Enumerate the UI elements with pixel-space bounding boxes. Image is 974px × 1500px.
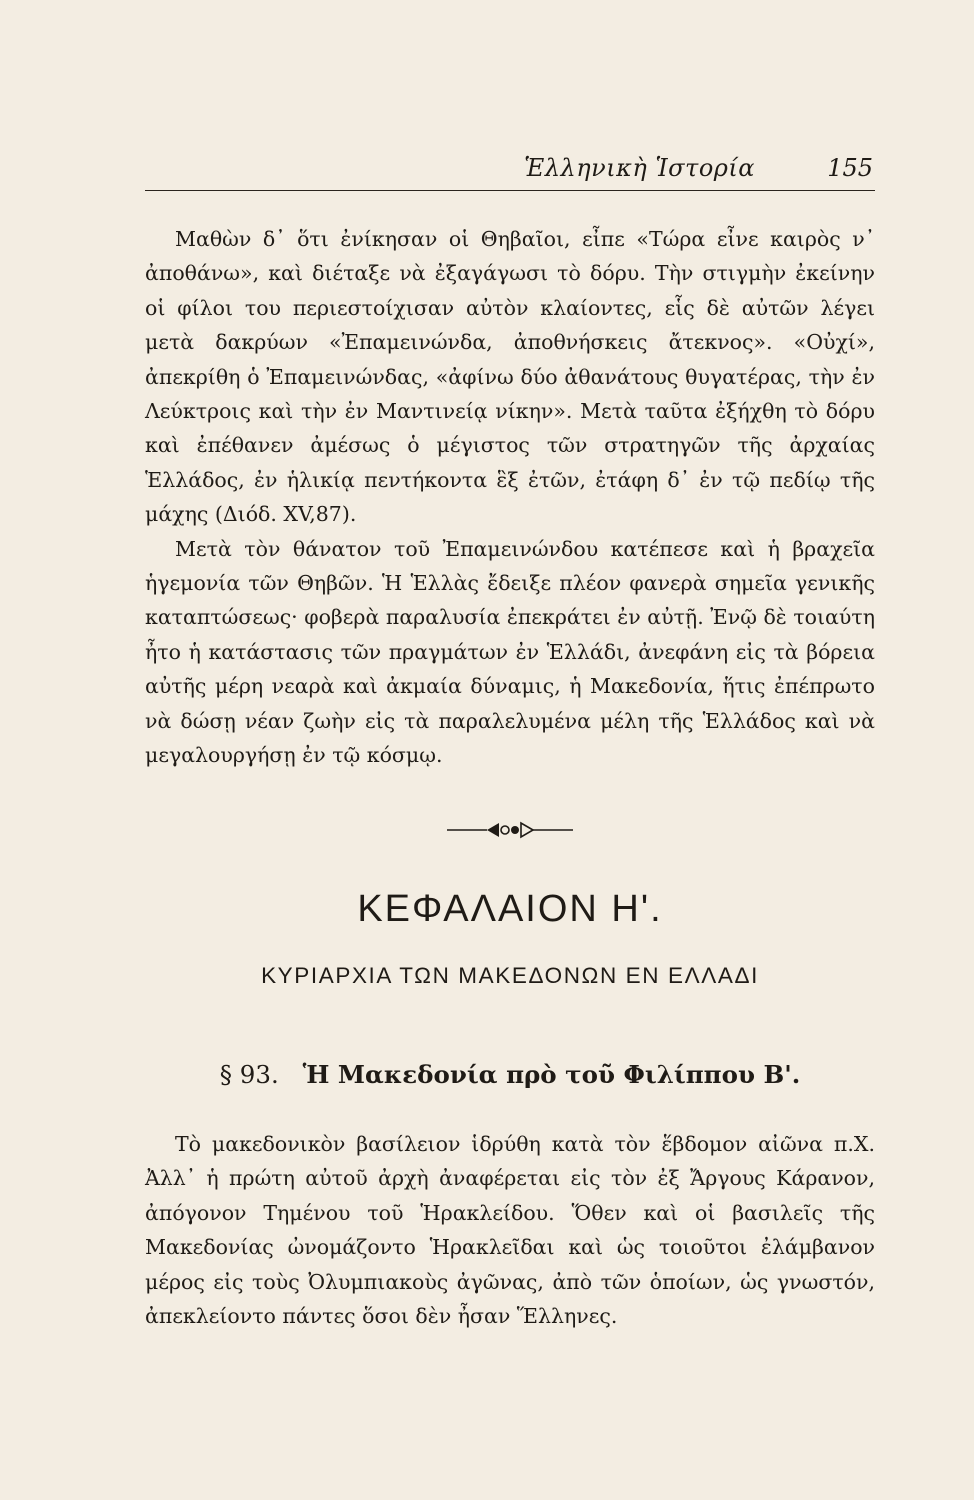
running-title: Ἑλληνικὴ Ἱστορία — [524, 154, 755, 182]
section-number: § 93. — [219, 1060, 279, 1089]
chapter-subtitle: ΚΥΡΙΑΡΧΙΑ ΤΩΝ ΜΑΚΕΔΟΝΩΝ ΕΝ ΕΛΛΑΔΙ — [261, 963, 759, 988]
section-heading — [145, 1060, 875, 1089]
running-head — [145, 150, 875, 191]
text-block-top — [145, 222, 875, 773]
section-title: Ἡ Μακεδονία πρὸ τοῦ Φιλίππου Β'. — [302, 1060, 801, 1089]
ornament-divider — [445, 815, 575, 845]
text-block-bottom — [145, 1127, 875, 1333]
paragraph: Μαθὼν δ᾽ ὅτι ἐνίκησαν οἱ Θηβαῖοι, εἶπε «Τώρα εἶνε καιρὸς ν᾽ ἀποθάνω», καὶ διέταξε νὰ ἐξαγάγωσι τὸ δόρυ. Τὴν στιγμὴν ἐκείνην οἱ φίλοι του περιεστοίχισαν αὐτὸν κλαίοντες, εἷς δὲ αὐτῶν λέγει μετὰ δακρύων «Ἐπαμεινώνδα, ἀποθνήσκεις ἄτεκνος». «Οὐχί», ἀπεκρίθη ὁ Ἐπαμεινώνδας, «ἀφίνω δύο ἀθανάτους θυγατέρας, τὴν ἐν Λεύκτροις καὶ τὴν ἐν Μαντινείᾳ νίκην». Μετὰ ταῦτα ἐξήχθη τὸ δόρυ καὶ ἐπέθανεν ἀμέσως ὁ μέγιστος τῶν στρατηγῶν τῆς ἀρχαίας Ἑλλάδος, ἐν ἡλικίᾳ πεντήκοντα ἓξ ἐτῶν, ἐτάφη δ᾽ ἐν τῷ πεδίῳ τῆς μάχης (Διόδ. XV,87). — [145, 227, 875, 527]
page-number: 155 — [827, 154, 873, 182]
paragraph: Τὸ μακεδονικὸν βασίλειον ἱδρύθη κατὰ τὸν ἕβδομον αἰῶνα π.Χ. Ἀλλ᾽ ἡ πρώτη αὐτοῦ ἀρχὴ ἀναφέρεται εἰς τὸν ἐξ Ἄργους Κάρανον, ἀπόγονον Τημένου τοῦ Ἡρακλείδου. Ὅθεν καὶ οἱ βασιλεῖς τῆς Μακεδονίας ὠνομάζοντο Ἡρακλεῖδαι καὶ ὡς τοιοῦτοι ἐλάμβανον μέρος εἰς τοὺς Ὀλυμπιακοὺς ἀγῶνας, ἀπὸ τῶν ὁποίων, ὡς γνωστόν, ἀπεκλείοντο πάντες ὅσοι δὲν ἦσαν Ἕλληνες. — [145, 1132, 875, 1329]
paragraph: Μετὰ τὸν θάνατον τοῦ Ἐπαμεινώνδου κατέπεσε καὶ ἡ βραχεῖα ἡγεμονία τῶν Θηβῶν. Ἡ Ἑλλὰς ἔδειξε πλέον φανερὰ σημεῖα γενικῆς καταπτώσεως· φοβερὰ παραλυσία ἐπεκράτει ἐν αὐτῇ. Ἐνῷ δὲ τοιαύτη ἦτο ἡ κατάστασις τῶν πραγμάτων ἐν Ἑλλάδι, ἀνεφάνη εἰς τὰ βόρεια αὐτῆς μέρη νεαρὰ καὶ ἀκμαία δύναμις, ἡ Μακεδονία, ἥτις ἐπέπρωτο νὰ δώσῃ νέαν ζωὴν εἰς τὰ παραλελυμένα μέλη τῆς Ἑλλάδος καὶ νὰ μεγαλουργήσῃ ἐν τῷ κόσμῳ. — [145, 536, 875, 768]
chapter-title: ΚΕΦΑΛΑΙΟΝ Η'. — [357, 888, 663, 930]
